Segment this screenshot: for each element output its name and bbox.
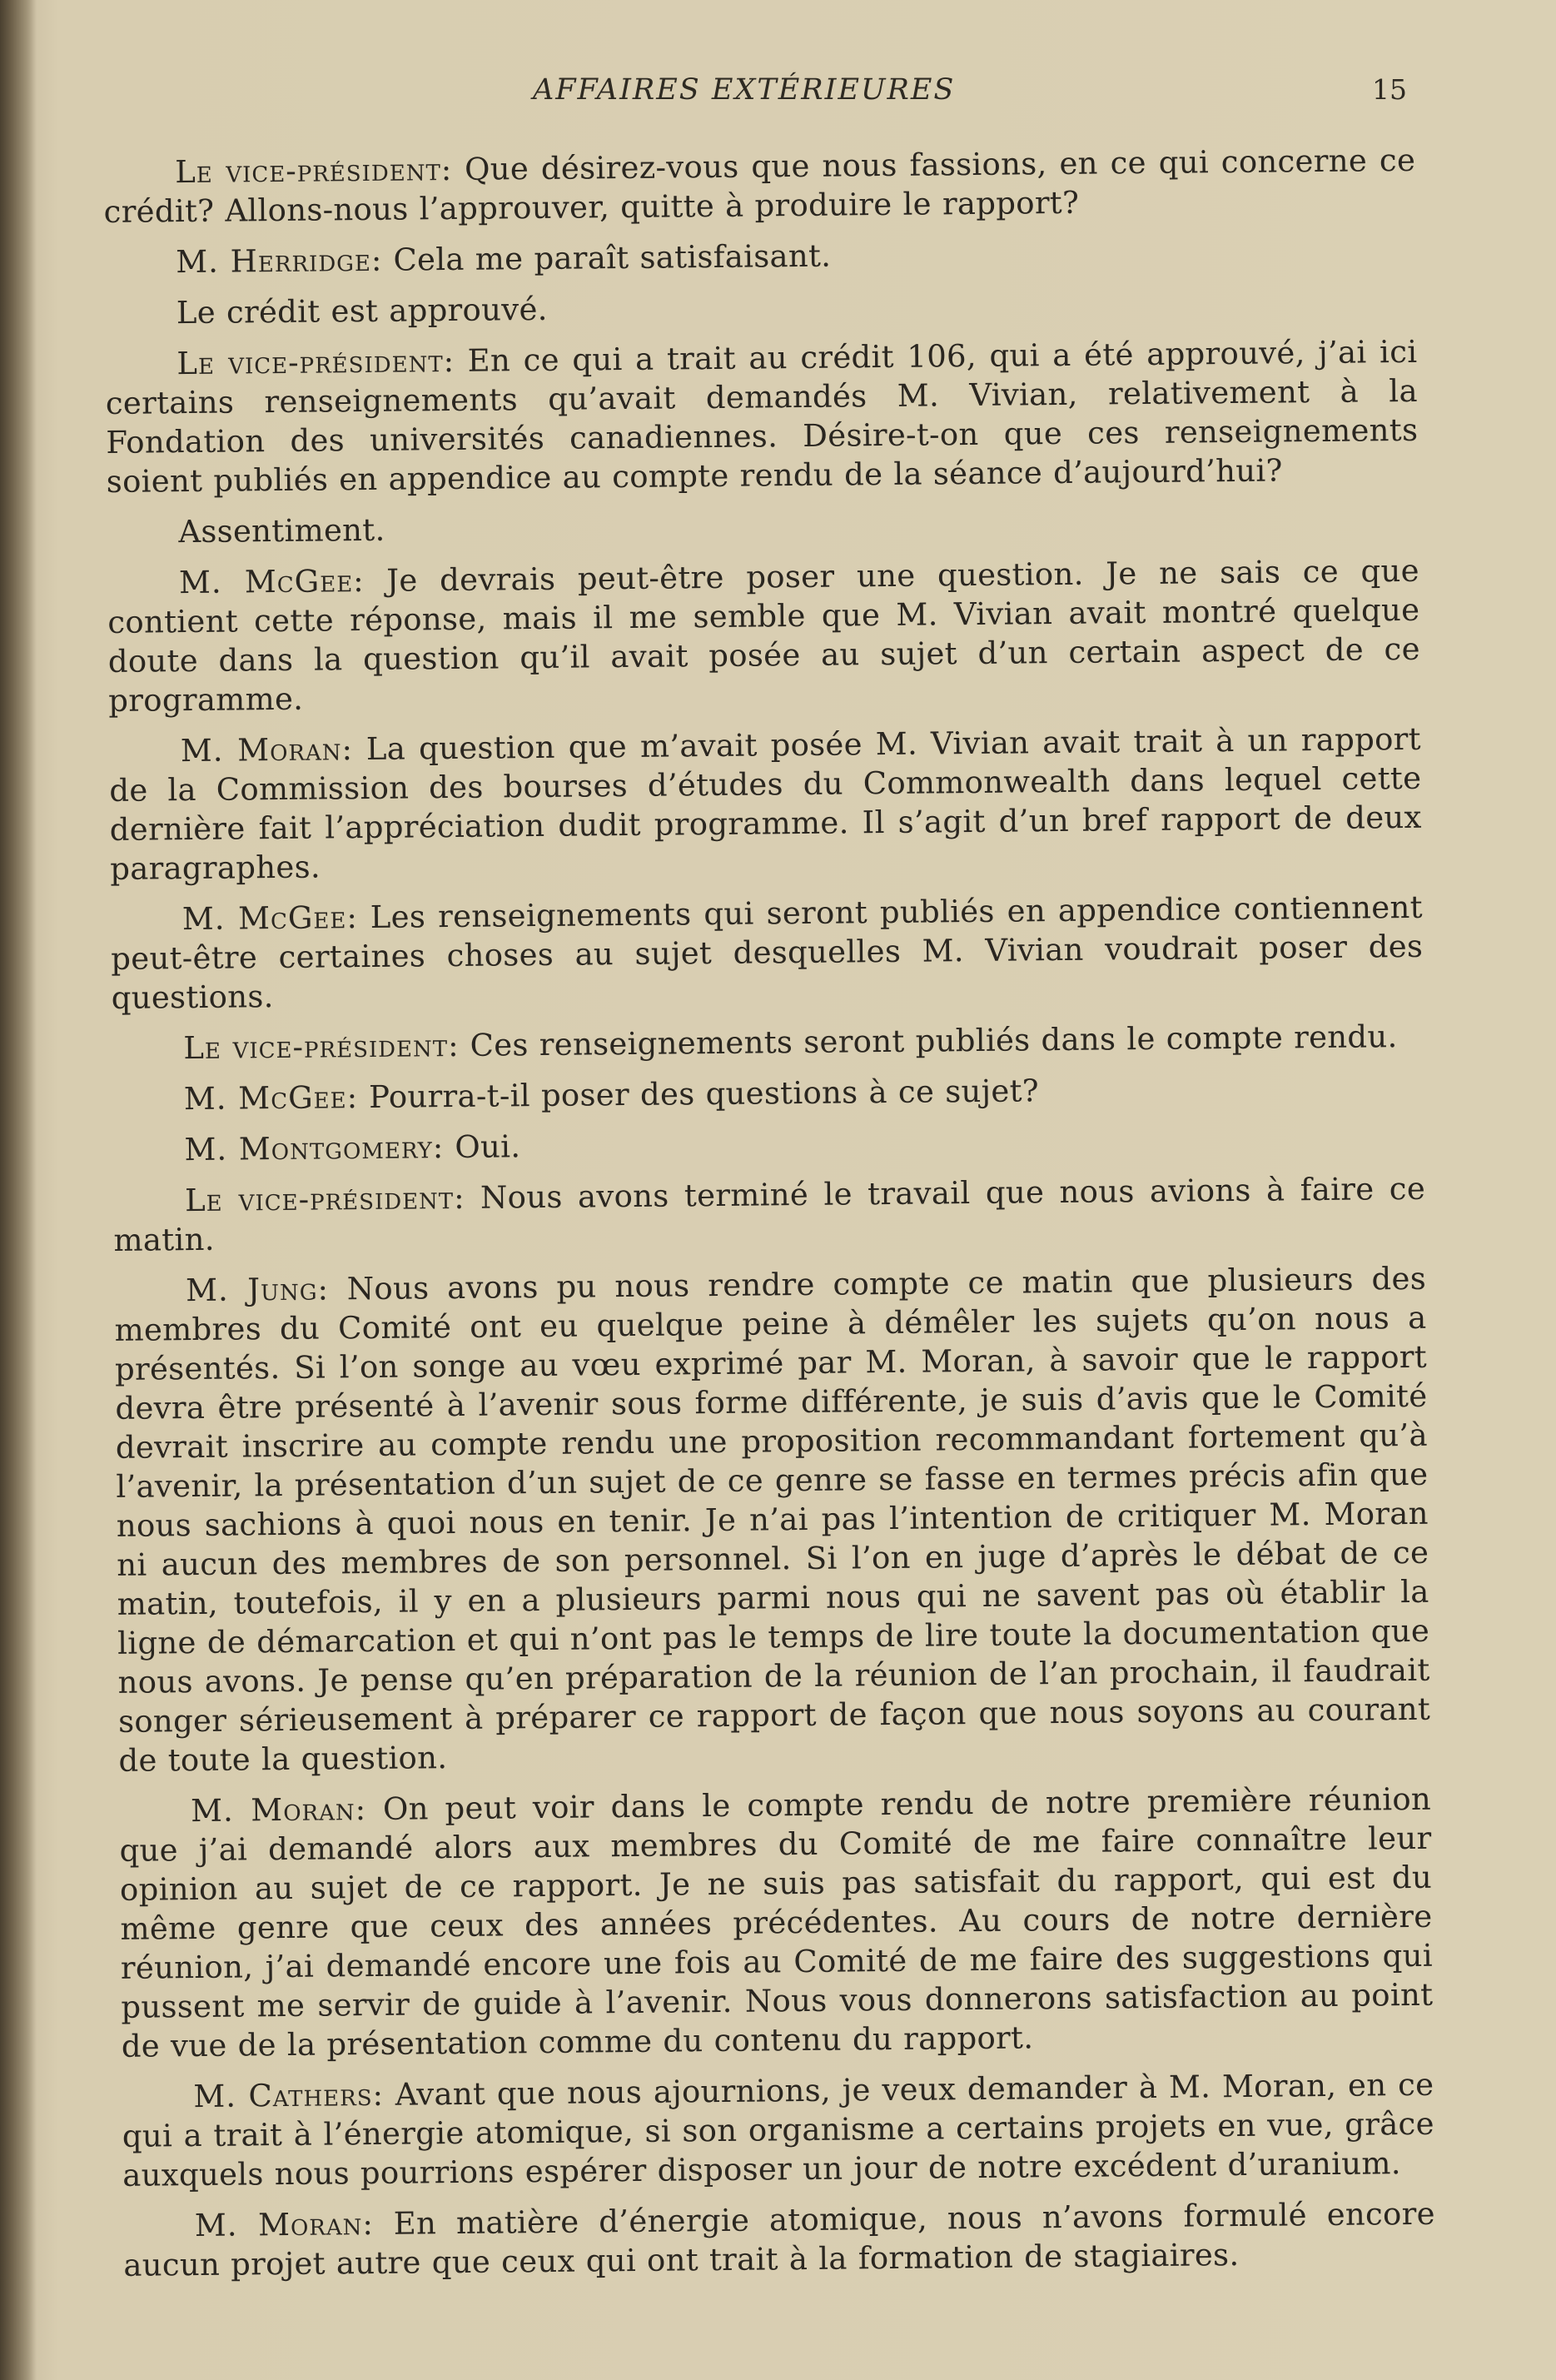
paragraph	[123, 2194, 1436, 2285]
speaker-name: Le vice-président:	[184, 1179, 465, 1219]
speaker-name: Le vice-président:	[176, 342, 455, 382]
speaker-name: M. McGee:	[181, 899, 359, 938]
paragraph	[119, 1780, 1434, 2066]
speaker-name: Le vice-président:	[183, 1027, 460, 1067]
paragraph	[104, 231, 1416, 282]
paragraph	[109, 719, 1423, 889]
page-header	[108, 73, 1407, 115]
speaker-name: M. Moran:	[180, 731, 354, 769]
speaker-name: M. Jung:	[185, 1271, 330, 1309]
paragraph	[105, 332, 1419, 501]
paragraph-text: Que désirez-vous que nous fassions, en ce qui concerne ce crédit? Allons-nous l’approuver, quitte à produire le rapport?	[103, 142, 1416, 230]
paragraph	[105, 281, 1417, 333]
paragraph-text: Avant que nous ajournions, je veux demander à M. Moran, en ce qui a trait à l’énergie atomique, si son organisme a certains projets en vue, grâce auxquels nous pourrions espérer disposer un jour de notre excédent d’uranium.	[122, 2066, 1434, 2193]
paragraph-text: Je devrais peut-être poser une question. Je ne sais ce que contient cette réponse, mais il me semble que M. Vivian avait montré quelque doute dans la question qu’il avait posée au sujet d’un certain aspect de ce programme.	[107, 552, 1420, 719]
paragraph-text: Oui.	[444, 1128, 521, 1166]
speaker-name: M. McGee:	[183, 1079, 359, 1118]
paragraph-text: La question que m’avait posée M. Vivian avait trait à un rapport de la Commission des bourses d’études du Commonwealth dans lequel cette dernière fait l’appréciation dudit programme. Il s’agit d’un bref rapport de deux paragraphes.	[109, 720, 1422, 887]
paragraph	[103, 141, 1416, 232]
paragraph	[107, 551, 1421, 720]
paragraph-text: Nous avons terminé le travail que nous avions à faire ce matin.	[113, 1170, 1426, 1258]
speaker-name: M. Montgomery:	[184, 1129, 445, 1168]
page-number: 15	[1372, 73, 1407, 106]
speaker-name: Le vice-président:	[175, 151, 453, 191]
paragraph	[112, 1017, 1424, 1068]
paragraph-text: Nous avons pu nous rendre compte ce matin que plusieurs des membres du Comité ont eu quelque peine à démêler les sujets qu’on nous a présentés. Si l’on songe au vœu exprimé par M. Moran, à savoir que le rapport devra être présenté à l’avenir sous forme différente, je suis d’avis que le Comité devrait inscrire au compte rendu une proposition recommandant fortement qu’à l’avenir, la présentation d’un sujet de ce genre se fasse en termes précis afin que nous sachions à quoi nous en tenir. Je n’ai pas l’intention de critiquer M. Moran ni aucun des membres de son personnel. Si l’on en juge d’après le débat de ce matin, toutefois, il y en a plusieurs parmi nous qui ne savent pas où établir la ligne de démarcation et qui n’ont pas le temps de lire toute la documentation que nous avons. Je pense qu’en préparation de la réunion de l’an prochain, il faudrait songer sérieusement à préparer ce rapport de façon que nous soyons au courant de toute la question.	[114, 1260, 1431, 1779]
speaker-name: M. Moran:	[190, 1791, 367, 1830]
paragraph	[113, 1169, 1426, 1260]
paragraph	[114, 1259, 1431, 1780]
speaker-name: M. Cathers:	[193, 2076, 385, 2115]
paragraph-text: En matière d’énergie atomique, nous n’avons formulé encore aucun projet autre que ceux qui ont trait à la formation de stagiaires.	[123, 2195, 1436, 2283]
paragraph	[122, 2065, 1434, 2195]
paragraph	[112, 1118, 1424, 1170]
paragraph-text: Assentiment.	[178, 511, 385, 550]
paragraph-text: On peut voir dans le compte rendu de notre première réunion que j’ai demandé alors aux membres du Comité de me faire connaître leur opinion au sujet de ce rapport. Je ne suis pas satisfait du rapport, qui est du même genre que ceux des années précédentes. Au cours de notre dernière réunion, j’ai demandé encore une fois au Comité de me faire des suggestions qui pussent me servir de guide à l’avenir. Nous vous donnerons satisfaction au point de vue de la présentation comme du contenu du rapport.	[119, 1780, 1434, 2064]
paragraph	[111, 888, 1424, 1018]
speaker-name: M. Herridge:	[176, 241, 383, 281]
paragraph-text: Pourra-t-il poser des questions à ce sujet?	[357, 1073, 1040, 1116]
paragraph-text: Cela me paraît satisfaisant.	[382, 237, 832, 278]
paragraph	[112, 1068, 1424, 1119]
running-title: AFFAIRES EXTÉRIEURES	[533, 73, 956, 107]
book-spine-shadow	[0, 0, 37, 2380]
speaker-name: M. McGee:	[178, 563, 365, 601]
transcript-body	[103, 141, 1436, 2297]
speaker-name: M. Moran:	[194, 2205, 375, 2244]
paragraph-text: Ces renseignements seront publiés dans le compte rendu.	[459, 1018, 1398, 1063]
paragraph-text: En ce qui a trait au crédit 106, qui a été approuvé, j’ai ici certains renseignements qu’avait demandés M. Vivian, relativement à la Fondation des universités canadiennes. Désire-t-on que ces renseignements soient publiés en appendice au compte rendu de la séance d’aujourd’hui?	[105, 333, 1419, 500]
paragraph-text: Le crédit est approuvé.	[176, 291, 548, 331]
paragraph-text: Les renseignements qui seront publiés en appendice contiennent peut-être certaines choses au sujet desquelles M. Vivian voudrait poser des questions.	[111, 889, 1424, 1016]
paragraph	[107, 500, 1419, 552]
